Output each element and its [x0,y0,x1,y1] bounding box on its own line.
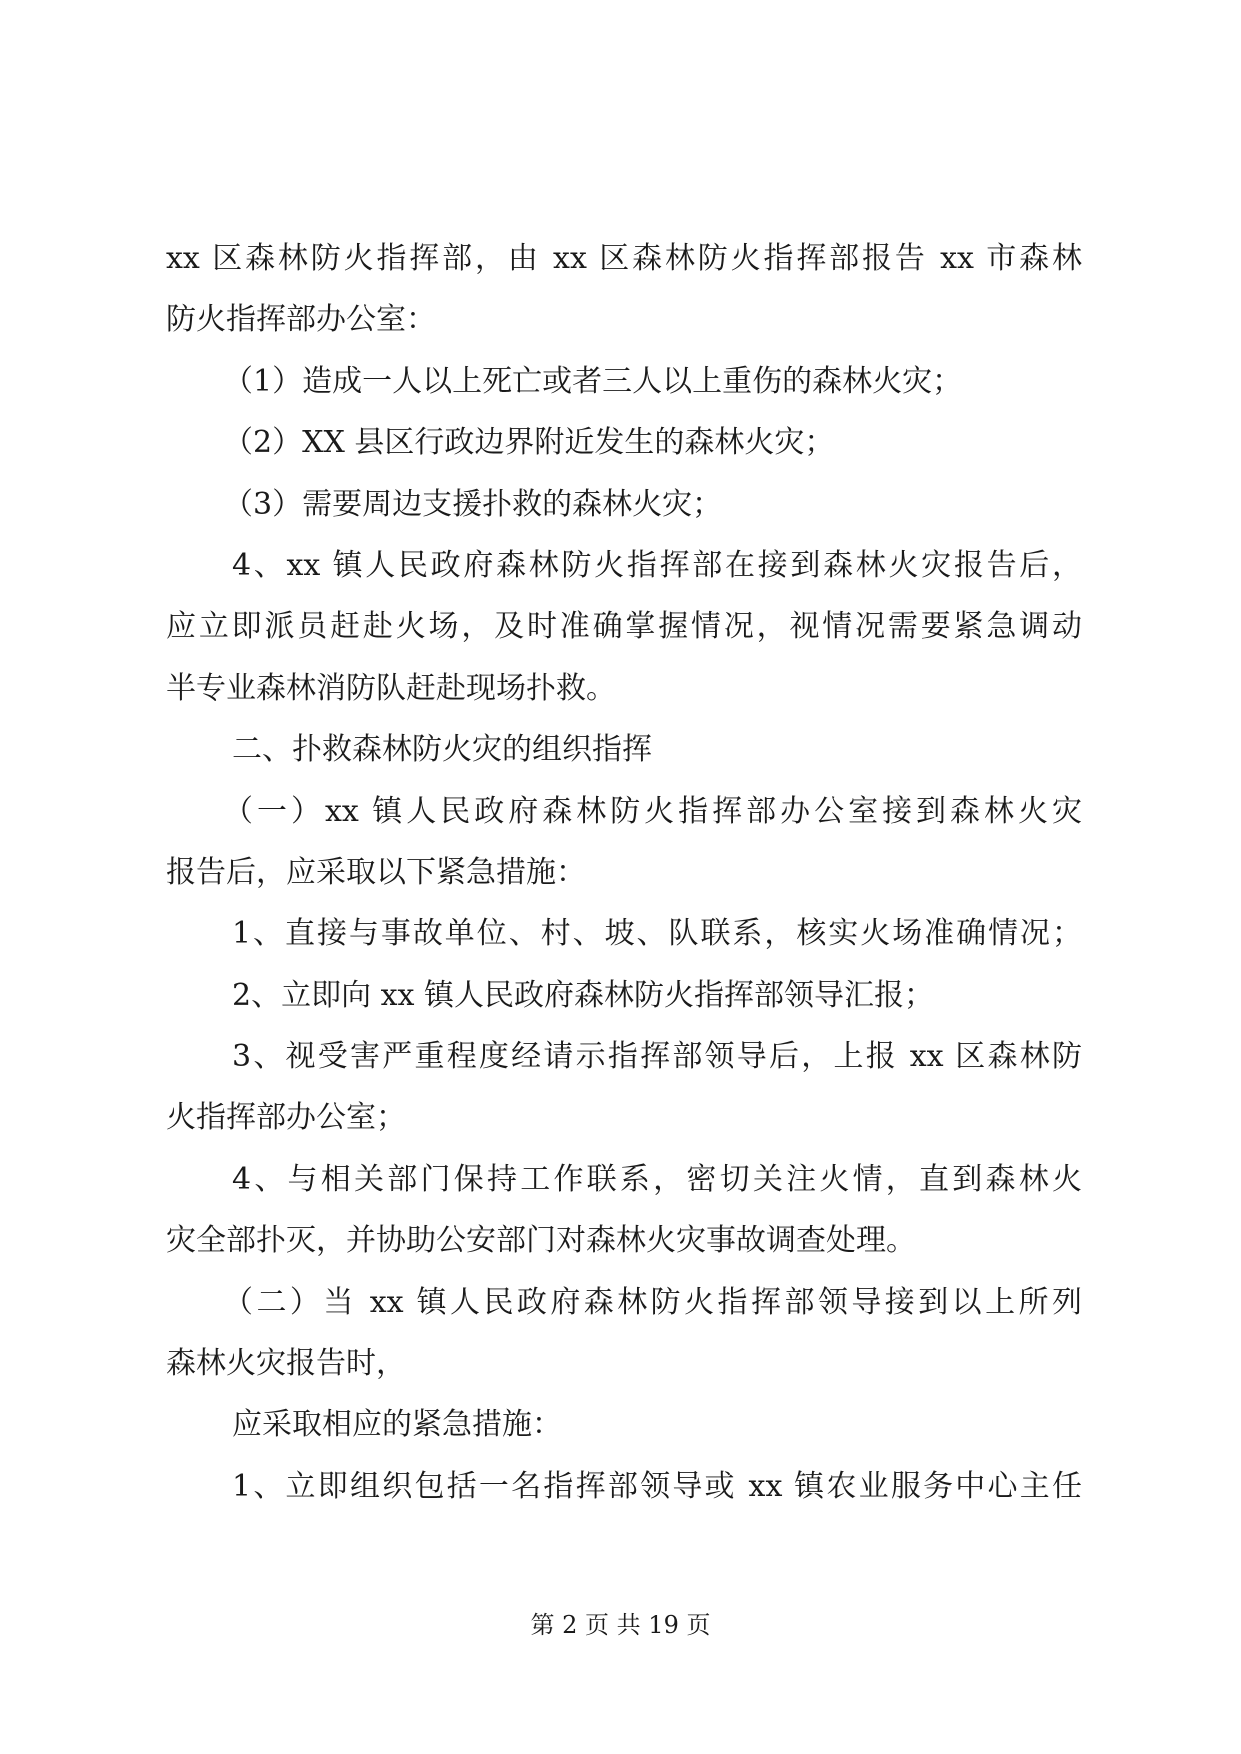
text-line: （1）造成一人以上死亡或者三人以上重伤的森林火灾； [223,363,963,399]
page-number-footer: 第 2 页 共 19 页 [530,1611,711,1639]
text-line: 灾全部扑灭，并协助公安部门对森林火灾事故调查处理。 [166,1223,916,1259]
text-line: 报告后，应采取以下紧急措施： [166,854,586,890]
text-line: 森林火灾报告时， [166,1346,406,1382]
text-line: 应立即派员赶赴火场，及时准确掌握情况，视情况需要紧急调动 [166,609,1082,645]
text-line: （2）XX 县区行政边界附近发生的森林火灾； [223,425,835,461]
text-line: （二）当 xx 镇人民政府森林防火指挥部领导接到以上所列 [223,1284,1082,1320]
text-line: xx 区森林防火指挥部，由 xx 区森林防火指挥部报告 xx 市森林 [166,241,1082,276]
text-line: 火指挥部办公室； [166,1100,406,1136]
text-line: 4、xx 镇人民政府森林防火指挥部在接到森林火灾报告后， [232,547,1082,583]
text-line: 1、直接与事故单位、村、坡、队联系，核实火场准确情况； [232,916,1082,952]
text-line: 3、视受害严重程度经请示指挥部领导后，上报 xx 区森林防 [232,1039,1082,1075]
text-line: 4、与相关部门保持工作联系，密切关注火情，直到森林火 [232,1161,1082,1197]
text-line: （3）需要周边支援扑救的森林火灾； [223,486,723,522]
section-heading: 二、扑救森林防火灾的组织指挥 [232,732,652,768]
text-line: 半专业森林消防队赶赴现场扑救。 [166,670,616,706]
text-line: （一）xx 镇人民政府森林防火指挥部办公室接到森林火灾 [223,793,1082,829]
document-body [166,228,1082,1517]
text-line: 1、立即组织包括一名指挥部领导或 xx 镇农业服务中心主任 [232,1468,1082,1504]
text-line: 2、立即向 xx 镇人民政府森林防火指挥部领导汇报； [232,977,934,1013]
text-line: 防火指挥部办公室： [166,302,436,338]
text-line: 应采取相应的紧急措施： [232,1407,562,1443]
